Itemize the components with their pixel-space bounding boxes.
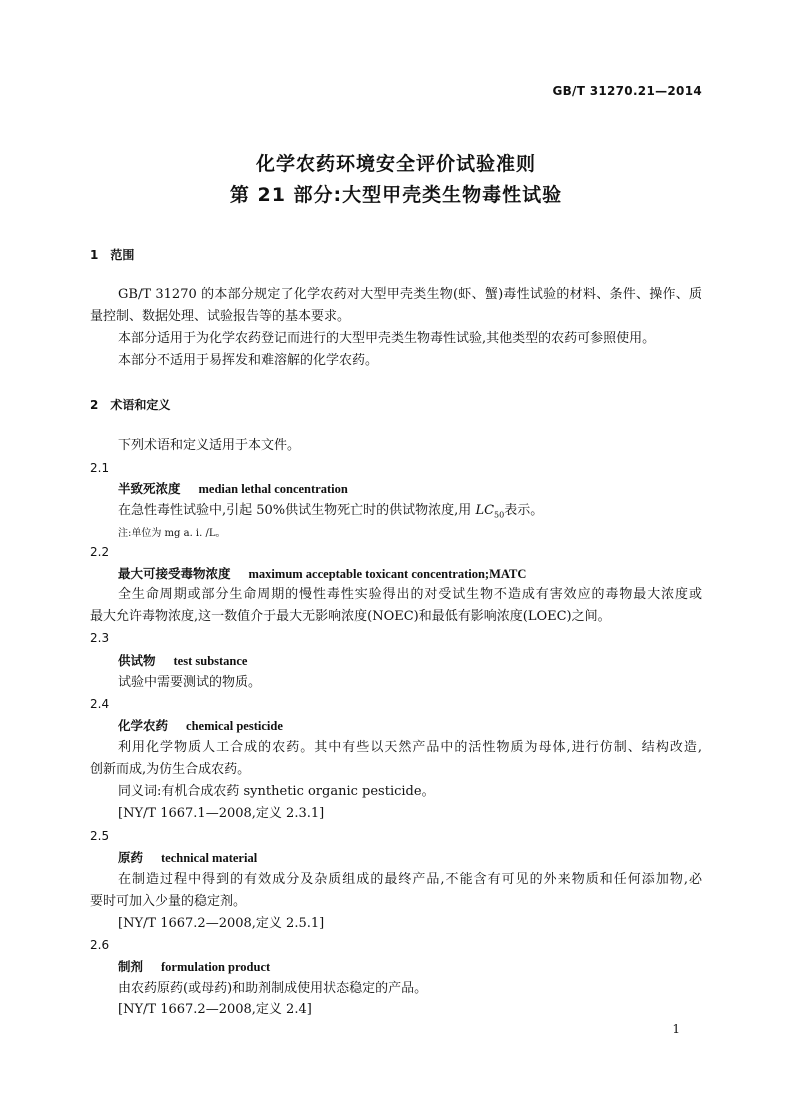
section-heading-terms: 2 术语和定义 (90, 398, 171, 412)
term-note: 注:单位为 mg a. i. /L。 (118, 528, 226, 539)
term-definition: 全生命周期或部分生命周期的慢性毒性实验得出的对受试生物不造成有害效应的毒物最大浓度或 (118, 587, 702, 602)
term-number: 2.6 (90, 938, 110, 952)
term-definition: 由农药原药(或母药)和助剂制成使用状态稳定的产品。 (118, 981, 428, 996)
term-en: median lethal concentration (198, 482, 348, 496)
definition-text-end: 表示。 (504, 503, 544, 518)
term-number: 2.1 (90, 461, 110, 475)
term-number: 2.5 (90, 829, 110, 843)
term-reference: [NY/T 1667.2—2008,定义 2.4] (118, 1002, 312, 1017)
term-zh: 半致死浓度 (118, 481, 181, 496)
term-zh: 最大可接受毒物浓度 (118, 566, 231, 581)
document-title-line1: 化学农药环境安全评价试验准则 (255, 153, 536, 175)
scope-paragraph-1a: GB/T 31270 的本部分规定了化学农药对大型甲壳类生物(虾、蟹)毒性试验的材料、条件、操作、质 (118, 287, 702, 302)
term-number: 2.2 (90, 545, 110, 559)
section-heading-scope: 1 范围 (90, 248, 135, 262)
terms-intro: 下列术语和定义适用于本文件。 (118, 438, 301, 453)
term-definition-cont: 创新而成,为仿生合成农药。 (90, 762, 251, 777)
document-title-line2: 第 21 部分:大型甲壳类生物毒性试验 (229, 184, 563, 206)
term-zh: 供试物 (118, 653, 156, 668)
term-title (118, 652, 247, 670)
definition-text: 在急性毒性试验中,引起 50%供试生物死亡时的供试物浓度,用 (118, 503, 476, 518)
scope-paragraph-3: 本部分不适用于易挥发和难溶解的化学农药。 (118, 353, 379, 368)
term-definition-cont: 最大允许毒物浓度,这一数值介于最大无影响浓度(NOEC)和最低有影响浓度(LOEC)之间。 (90, 609, 611, 624)
term-title (118, 958, 270, 976)
term-synonym: 同义词:有机合成农药 synthetic organic pesticide。 (118, 784, 435, 799)
term-reference: [NY/T 1667.2—2008,定义 2.5.1] (118, 916, 325, 931)
lc-symbol: LC (475, 503, 495, 518)
term-definition: 试验中需要测试的物质。 (118, 675, 262, 690)
term-title (118, 480, 348, 498)
term-number: 2.3 (90, 631, 110, 645)
term-definition: 利用化学物质人工合成的农药。其中有些以天然产品中的活性物质为母体,进行仿制、结构改造, (118, 740, 702, 755)
term-en: test substance (173, 654, 248, 668)
term-zh: 原药 (118, 850, 144, 865)
term-en: formulation product (161, 960, 271, 974)
scope-paragraph-2: 本部分适用于为化学农药登记而进行的大型甲壳类生物毒性试验,其他类型的农药可参照使用。 (118, 331, 656, 346)
term-definition-cont: 要时可加入少量的稳定剂。 (90, 894, 247, 909)
term-definition (118, 502, 543, 525)
term-reference: [NY/T 1667.1—2008,定义 2.3.1] (118, 806, 325, 821)
page-number: 1 (672, 1022, 680, 1036)
term-en: chemical pesticide (186, 719, 283, 733)
term-title (118, 565, 526, 583)
term-en: technical material (161, 851, 258, 865)
term-title (118, 849, 257, 867)
standard-code: GB/T 31270.21—2014 (552, 84, 702, 98)
scope-paragraph-1b: 量控制、数据处理、试验报告等的基本要求。 (90, 309, 351, 324)
term-en: maximum acceptable toxicant concentration;MATC (248, 567, 527, 581)
term-zh: 化学农药 (118, 718, 169, 733)
term-number: 2.4 (90, 697, 110, 711)
term-zh: 制剂 (118, 959, 144, 974)
lc-subscript: 50 (494, 510, 505, 520)
term-title (118, 717, 283, 735)
term-definition: 在制造过程中得到的有效成分及杂质组成的最终产品,不能含有可见的外来物质和任何添加物,必 (118, 872, 702, 887)
